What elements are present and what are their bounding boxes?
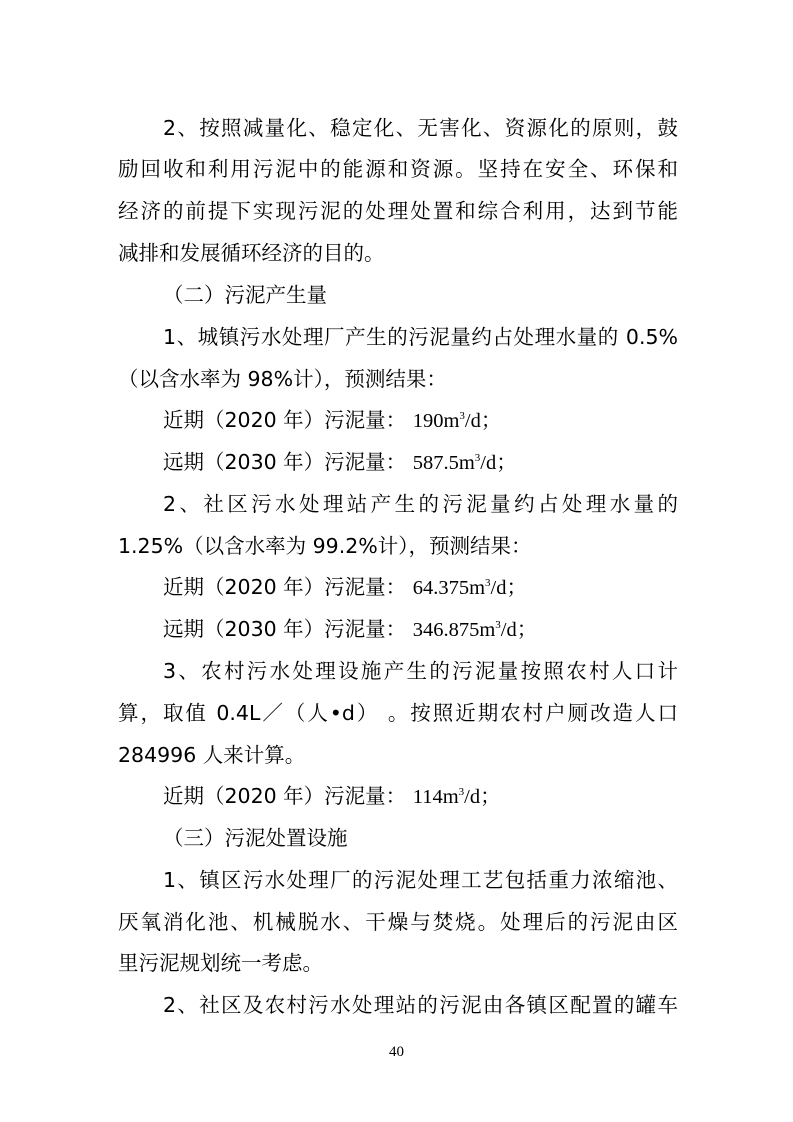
unit-tail: /d； [490,577,527,599]
item1-near-value: 190m [412,410,460,432]
para1-line4: 减排和发展循环经济的目的。 [118,241,385,265]
item1-near-row [163,406,678,435]
item1-line1: 1、城镇污水处理厂产生的污泥量约占处理水量的 0.5% [163,325,678,349]
unit-superscript: 3 [474,452,481,464]
item2-line1: 2、社区污水处理站产生的污泥量约占处理水量的 [163,492,678,516]
item2-far-label: 远期（2030 年）污泥量： [163,617,407,641]
item3-near-label: 近期（2020 年）污泥量： [163,784,407,808]
item1-line2: （以含水率为 98%计），预测结果： [118,367,447,391]
unit-superscript: 3 [459,410,465,422]
item3-line1: 3、农村污水处理设施产生的污泥量按照农村人口计 [163,659,678,683]
item4-line2: 厌氧消化池、机械脱水、干燥与焚烧。处理后的污泥由区 [118,910,678,934]
page-number: 40 [389,1044,404,1060]
item2-near-value: 64.375m [412,577,486,599]
item1-far-row [163,448,678,477]
section-heading-3: （三）污泥处置设施 [163,826,348,850]
item2-far-row [163,615,678,644]
unit-tail: /d； [464,410,502,432]
item1-far-label: 远期（2030 年）污泥量： [163,450,407,474]
unit-tail: /d； [480,452,517,474]
section-heading-2: （二）污泥产生量 [163,283,327,307]
para1-line1: 2、按照减量化、稳定化、无害化、资源化的原则，鼓 [163,116,678,140]
item2-near-label: 近期（2020 年）污泥量： [163,575,407,599]
para1-line3: 经济的前提下实现污泥的处理处置和综合利用，达到节能 [118,199,678,223]
unit-superscript: 3 [495,619,501,631]
item3-near-row [163,782,678,811]
item2-near-row [163,573,678,602]
unit-tail: /d； [500,619,538,641]
item2-far-value: 346.875m [412,619,496,641]
item4-line1: 1、镇区污水处理厂的污泥处理工艺包括重力浓缩池、 [163,868,678,892]
item3-line2: 算，取值 0.4L／（人•d） 。按照近期农村户厕改造人口 [118,701,678,725]
item4-line3: 里污泥规划统一考虑。 [118,951,323,975]
unit-superscript: 3 [485,577,491,589]
unit-superscript: 3 [458,786,465,798]
item2-line2: 1.25%（以含水率为 99.2%计），预测结果： [118,534,532,558]
item1-near-label: 近期（2020 年）污泥量： [163,408,407,432]
item5-line1: 2、社区及农村污水处理站的污泥由各镇区配置的罐车 [163,993,678,1017]
item3-line3: 284996 人来计算。 [118,743,306,767]
para1-line2: 励回收和利用污泥中的能源和资源。坚持在安全、环保和 [118,157,678,181]
item1-far-value: 587.5m [412,452,475,474]
unit-tail: /d； [464,786,501,808]
item3-near-value: 114m [412,786,459,808]
